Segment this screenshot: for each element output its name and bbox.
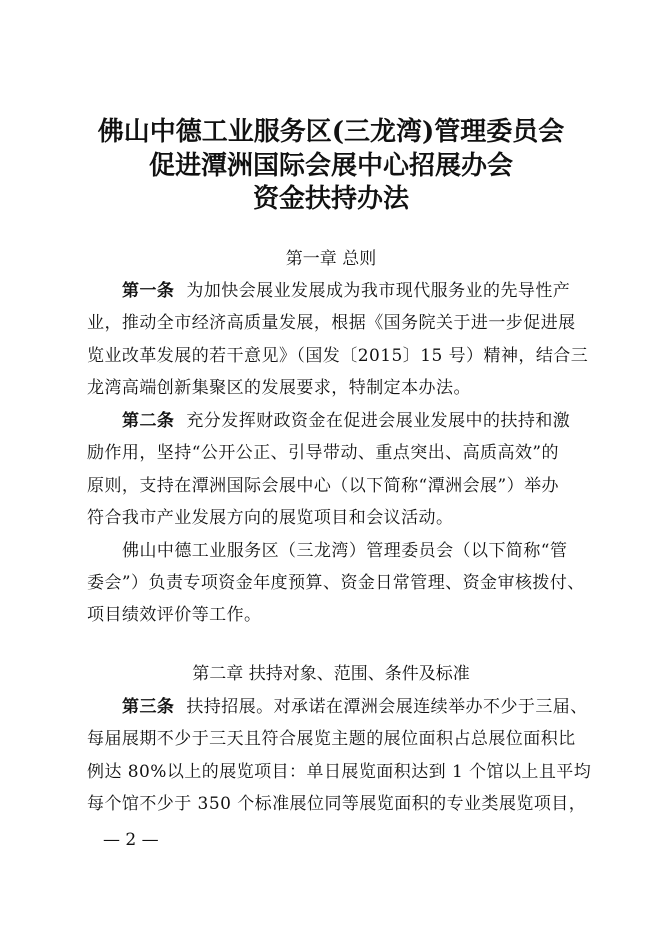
article-3-line-3: 例达 80%以上的展览项目：单日展览面积达到 1 个馆以上且平均 (87, 762, 592, 782)
article-2-text-1: 充分发挥财政资金在促进会展业发展中的扶持和激 (186, 411, 571, 431)
article-2-line-3: 原则，支持在潭洲国际会展中心（以下简称“潭洲会展”）举办 (87, 476, 559, 496)
paragraph-3-line-3: 项目绩效评价等工作。 (87, 605, 262, 625)
document-title-line-3: 资金扶持办法 (252, 184, 409, 214)
article-3-label: 第三条 (122, 697, 175, 717)
article-1-line-3: 览业改革发展的若干意见》（国发〔2015〕15 号）精神，结合三 (87, 346, 589, 366)
paragraph-3-line-1: 佛山中德工业服务区（三龙湾）管理委员会（以下简称“管 (122, 541, 568, 561)
article-1-text-1: 为加快会展业发展成为我市现代服务业的先导性产 (186, 281, 571, 301)
article-3-line-2: 每届展期不少于三天且符合展览主题的展位面积占总展位面积比 (87, 729, 576, 749)
article-3-text-1: 扶持招展。对承诺在潭洲会展连续举办不少于三届、 (186, 697, 588, 717)
article-3-line-4: 每个馆不少于 350 个标准展位同等展览面积的专业类展览项目， (87, 794, 587, 814)
article-1-line-2: 业，推动全市经济高质量发展，根据《国务院关于进一步促进展 (87, 313, 576, 333)
page-number: — 2 — (103, 830, 159, 850)
article-1-label: 第一条 (122, 281, 175, 301)
chapter-1-heading: 第一章 总则 (285, 249, 377, 269)
article-2-line-2: 励作用，坚持“公开公正、引导带动、重点突出、高质高效”的 (87, 443, 559, 463)
article-2-line-1 (122, 410, 587, 432)
article-1-line-1 (122, 280, 587, 302)
document-title-line-1: 佛山中德工业服务区(三龙湾)管理委员会 (97, 117, 565, 147)
article-2-line-4: 符合我市产业发展方向的展览项目和会议活动。 (87, 508, 454, 528)
paragraph-3-line-2: 委会”）负责专项资金年度预算、资金日常管理、资金审核拨付、 (87, 573, 585, 593)
chapter-2-heading: 第二章 扶持对象、范围、条件及标准 (192, 664, 470, 684)
document-title-line-2: 促进潭洲国际会展中心招展办会 (148, 151, 513, 181)
article-3-line-1 (122, 696, 587, 718)
article-2-label: 第二条 (122, 411, 175, 431)
article-1-line-4: 龙湾高端创新集聚区的发展要求，特制定本办法。 (87, 378, 471, 398)
